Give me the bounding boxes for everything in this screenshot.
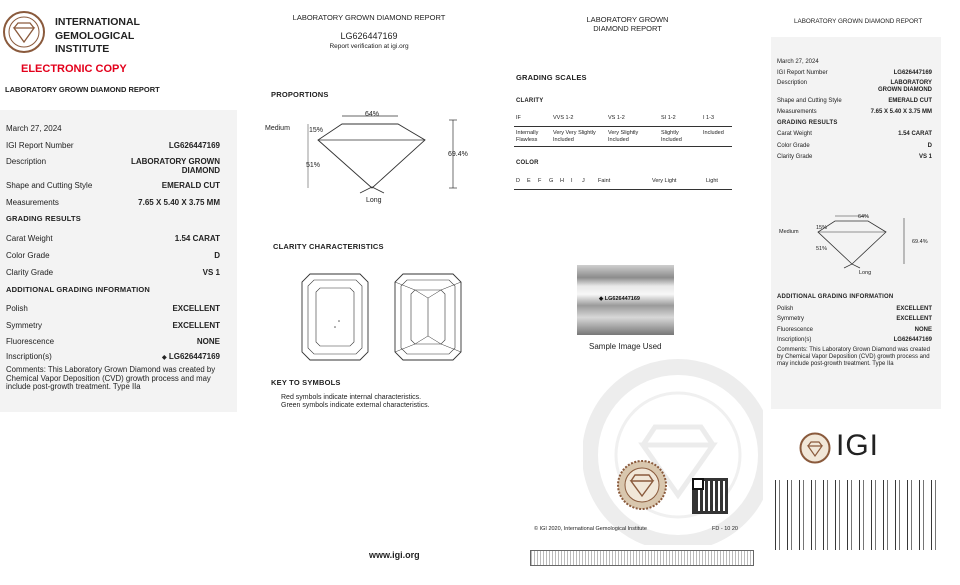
qr-finder-icon [692, 478, 704, 490]
left-additional-heading: ADDITIONAL GRADING INFORMATION [6, 285, 151, 294]
left-row-measurements: Measurements 7.65 X 5.40 X 3.75 MM [6, 198, 220, 207]
right-row-polish: Polish EXCELLENT [777, 306, 932, 312]
left-row-fluorescence: Fluorescence NONE [6, 337, 220, 346]
website-footer[interactable]: www.igi.org [369, 550, 420, 560]
clarity-scale-bottom-rule [514, 146, 732, 147]
color-scale-label: COLOR [516, 160, 539, 166]
key-red-note: Red symbols indicate internal characteristics. [281, 394, 422, 401]
right-prop-pavilion-label: 51% [816, 246, 828, 252]
key-green-note: Green symbols indicate external characteristics. [281, 402, 430, 409]
center-report-number: LG626447169 [340, 31, 398, 41]
watermark-seal-icon [583, 355, 763, 545]
color-letter-f: F [538, 178, 542, 184]
right-row-inscription: Inscription(s) LG626447169 [777, 337, 932, 343]
right-comments: Comments: This Laboratory Grown Diamond was created by Chemical Vapor Deposition (CVD) growth process and may include post-growth treatment. Type IIa [777, 347, 930, 367]
left-row-shape: Shape and Cutting Style EMERALD CUT [6, 181, 220, 190]
left-comments: Comments: This Laboratory Grown Diamond was created by Chemical Vapor Deposition (CVD) growth process and may include post-growth treatment. Type IIa [6, 365, 216, 392]
clarity-plot-pavilion-view [393, 272, 463, 362]
prop-girdle-label: Medium [265, 125, 290, 132]
left-row-inscription: Inscription(s) ◆ LG626447169 [6, 352, 220, 361]
sample-girdle-image [577, 265, 674, 335]
clarity-grade-if: IF [516, 115, 521, 121]
left-row-polish: Polish EXCELLENT [6, 304, 220, 313]
right-row-clarity: Clarity Grade VS 1 [777, 154, 932, 160]
right-row-carat: Carat Weight 1.54 CARAT [777, 131, 932, 137]
left-row-color: Color Grade D [6, 251, 220, 260]
org-name-line-1: INTERNATIONAL [55, 16, 140, 28]
proportions-heading: PROPORTIONS [271, 90, 329, 99]
right-row-description: Description LABORATORY GROWN DIAMOND [777, 80, 932, 93]
scales-report-title: LABORATORY GROWN DIAMOND REPORT [586, 15, 669, 33]
color-desc-very-light: Very Light [652, 178, 677, 184]
color-letter-d: D [516, 178, 520, 184]
prop-depth-label: 69.4% [448, 151, 468, 158]
color-letter-e: E [527, 178, 531, 184]
proportions-diagram [300, 108, 470, 208]
clarity-grade-si: SI 1-2 [661, 115, 676, 121]
org-name-line-2: GEMOLOGICAL [55, 29, 135, 42]
color-letter-g: G [549, 178, 554, 184]
clarity-characteristics-heading: CLARITY CHARACTERISTICS [273, 242, 384, 251]
key-to-symbols-heading: KEY TO SYMBOLS [271, 378, 341, 387]
right-row-shape: Shape and Cutting Style EMERALD CUT [777, 98, 932, 104]
clarity-grade-i: I 1-3 [703, 115, 715, 121]
copyright-note: © IGI 2020, International Gemological Institute [534, 526, 647, 532]
right-prop-culet-label: Long [859, 270, 872, 276]
left-row-description: Description LABORATORY GROWN DIAMOND [6, 157, 220, 175]
left-grading-results-heading: GRADING RESULTS [6, 214, 81, 223]
right-row-symmetry: Symmetry EXCELLENT [777, 316, 932, 322]
left-date: March 27, 2024 [6, 124, 62, 133]
right-prop-crown-label: 15% [816, 225, 828, 231]
clarity-desc-1: Very Very Slightly Included [553, 130, 596, 143]
igi-logo-seal-icon [799, 432, 831, 464]
right-report-title: LABORATORY GROWN DIAMOND REPORT [794, 18, 923, 25]
right-row-fluorescence: Fluorescence NONE [777, 327, 932, 333]
right-proportions-diagram [800, 212, 920, 277]
clarity-grade-vs: VS 1-2 [608, 115, 625, 121]
right-row-measurements: Measurements 7.65 X 5.40 X 3.75 MM [777, 109, 932, 115]
right-row-color: Color Grade D [777, 143, 932, 149]
right-prop-depth-label: 69.4% [912, 239, 928, 245]
clarity-grade-vvs: VVS 1-2 [553, 115, 574, 121]
left-row-clarity: Clarity Grade VS 1 [6, 268, 220, 277]
color-letter-j: J [582, 178, 585, 184]
left-row-carat: Carat Weight 1.54 CARAT [6, 234, 220, 243]
prop-pavilion-label: 51% [306, 162, 321, 169]
rotated-summary-block [768, 480, 938, 550]
left-report-title: LABORATORY GROWN DIAMOND REPORT [5, 85, 160, 94]
clarity-desc-3: Slightly Included [661, 130, 682, 143]
igi-gold-seal-icon [616, 459, 668, 511]
right-prop-girdle-label: Medium [779, 229, 799, 235]
clarity-desc-2: Very Slightly Included [608, 130, 639, 143]
igi-mini-icon: ◆ [161, 355, 167, 361]
center-report-title: LABORATORY GROWN DIAMOND REPORT [292, 13, 446, 22]
clarity-scale-rule [514, 126, 732, 127]
prop-crown-label: 15% [309, 127, 324, 134]
sample-image-caption: Sample Image Used [589, 342, 662, 351]
clarity-desc-0: Internally Flawless [516, 130, 539, 143]
right-row-report-number: IGI Report Number LG626447169 [777, 70, 932, 76]
color-desc-faint: Faint [598, 178, 611, 184]
right-additional-heading: ADDITIONAL GRADING INFORMATION [777, 294, 894, 300]
igi-seal-icon [2, 10, 46, 54]
org-name-line-3: INSTITUTE [55, 43, 110, 55]
right-date: March 27, 2024 [777, 59, 819, 65]
igi-logo-text: IGI [836, 429, 880, 462]
color-scale-rule [514, 189, 732, 190]
clarity-plot-crown-view [300, 272, 370, 362]
security-features-strip [530, 550, 754, 566]
left-row-symmetry: Symmetry EXCELLENT [6, 321, 220, 330]
electronic-copy-label: ELECTRONIC COPY [21, 63, 127, 75]
igi-inscription-icon: ◆ [599, 296, 604, 302]
color-letter-i: I [571, 178, 573, 184]
color-desc-light: Light [706, 178, 718, 184]
clarity-scale-label: CLARITY [516, 98, 544, 104]
sample-inscription-text: ◆ LG626447169 [599, 296, 640, 302]
grading-scales-heading: GRADING SCALES [516, 73, 587, 82]
clarity-desc-4: Included [703, 130, 724, 136]
prop-culet-label: Long [366, 197, 382, 204]
prop-table-label: 64% [365, 111, 380, 118]
color-letter-h: H [560, 178, 564, 184]
right-grading-results-heading: GRADING RESULTS [777, 120, 838, 126]
left-row-report-number: IGI Report Number LG626447169 [6, 141, 220, 150]
right-prop-table-label: 64% [858, 214, 870, 220]
report-verification-note: Report verification at igi.org [329, 43, 409, 50]
form-code: FD - 10 20 [712, 526, 738, 532]
